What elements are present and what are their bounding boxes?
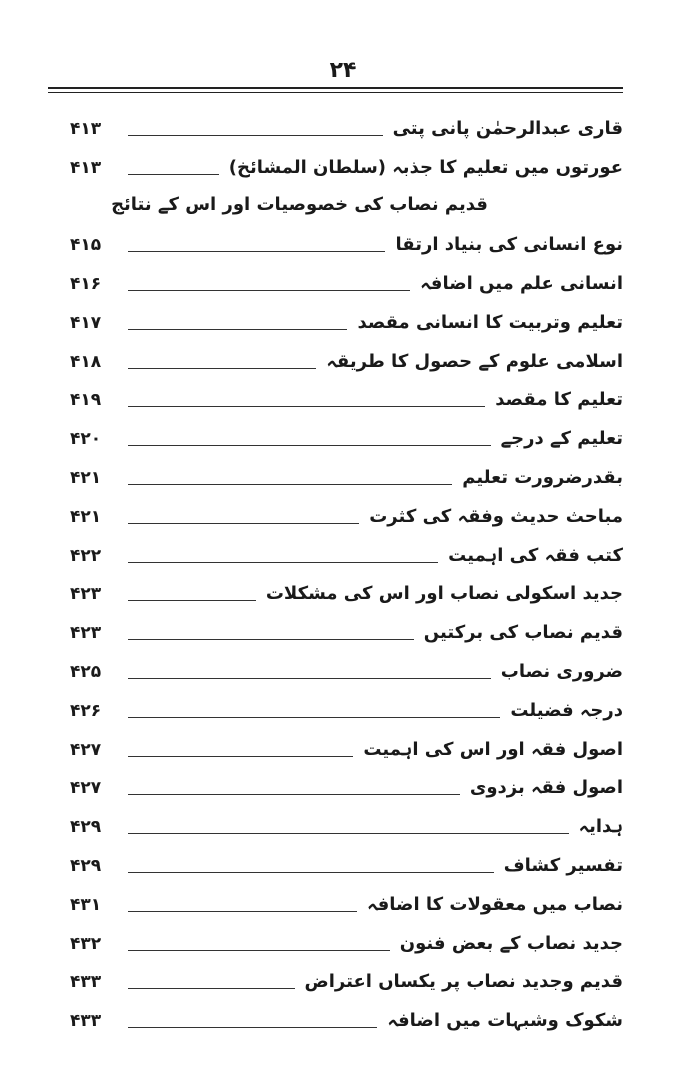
dot-leader [128,444,491,446]
toc-entry [52,729,627,768]
toc-entry [52,302,627,341]
toc-entry [52,923,627,962]
toc-entry [52,962,627,1001]
dot-leader [128,755,353,757]
dot-leader [128,638,414,640]
dot-leader [128,716,500,718]
toc-title: درجہ فضیلت [510,699,623,721]
toc-page-number: ۴۲۷ [70,739,102,760]
toc-page-number: ۴۲۳ [70,623,102,644]
toc-title: شکوک وشبہات میں اضافہ [387,1010,623,1032]
toc-title: قدیم وجدید نصاب پر یکساں اعتراض [304,971,623,993]
toc-title: اصول فقہ بزدوی [469,777,623,799]
toc-title: جدید اسکولی نصاب اور اس کی مشکلات [265,583,623,605]
page-number: ۲۴ [329,58,357,83]
toc-entry [52,768,627,807]
toc-title: بقدرضرورت تعلیم [462,466,623,488]
dot-leader [128,1026,377,1028]
dot-leader [128,599,256,601]
toc-title: تعلیم کے درجے [500,428,623,450]
toc-entry [52,418,627,457]
toc-entry [52,108,627,147]
toc-entry [52,147,627,186]
dot-leader [128,949,390,951]
toc-entry [52,380,627,419]
dot-leader [128,987,295,989]
toc-entry [52,806,627,845]
toc-entry [52,224,627,263]
toc-page-number: ۴۳۳ [70,1011,102,1032]
toc-title: تعلیم وتربیت کا انسانی مقصد [357,311,623,333]
toc-title: جدید نصاب کے بعض فنون [399,932,623,954]
dot-leader [128,871,494,873]
toc-page-number: ۴۱۷ [70,312,102,333]
toc-entry [52,263,627,302]
dot-leader [128,561,438,563]
toc-entry [52,612,627,651]
toc-page-number: ۴۲۲ [70,545,102,566]
toc-title: نصاب میں معقولات کا اضافہ [366,893,623,915]
toc-page-number: ۴۱۳ [70,118,102,139]
header-rule-bottom [48,92,623,93]
table-of-contents [52,108,627,1039]
toc-title: عورتوں میں تعلیم کا جذبہ (سلطان المشائخ) [228,156,623,178]
toc-title: کتب فقہ کی اہمیت [448,544,623,566]
toc-title: نوع انسانی کی بنیاد ارتقا [395,234,623,256]
dot-leader [128,173,219,175]
dot-leader [128,367,316,369]
toc-page-number: ۴۱۵ [70,235,102,256]
toc-title: اسلامی علوم کے حصول کا طریقہ [326,350,623,372]
toc-title: اصول فقہ اور اس کی اہمیت [363,738,623,760]
toc-entry [52,496,627,535]
toc-page-number: ۴۲۳ [70,584,102,605]
toc-title: ضروری نصاب [500,660,623,682]
toc-entry [52,884,627,923]
toc-page-number: ۴۱۶ [70,273,102,294]
dot-leader [128,910,357,912]
toc-entry [52,574,627,613]
toc-page-number: ۴۱۹ [70,390,102,411]
toc-page-number: ۴۲۵ [70,661,102,682]
toc-entry [52,690,627,729]
toc-page-number: ۴۲۰ [70,429,102,450]
toc-title: تعلیم کا مقصد [495,389,623,411]
toc-page-number: ۴۲۱ [70,506,102,527]
toc-entry [52,341,627,380]
toc-entry [52,457,627,496]
toc-page-number: ۴۳۲ [70,933,102,954]
toc-title: قاری عبدالرحمٰن پانی پتی [392,117,623,139]
toc-page-number: ۴۲۱ [70,467,102,488]
toc-page-number: ۴۳۳ [70,972,102,993]
dot-leader [128,134,383,136]
toc-entry [52,1000,627,1039]
toc-entry [52,535,627,574]
dot-leader [128,328,347,330]
toc-title: انسانی علم میں اضافہ [420,272,623,294]
dot-leader [128,677,491,679]
dot-leader [128,832,569,834]
dot-leader [128,483,452,485]
dot-leader [128,522,359,524]
toc-title: ہدایہ [578,816,623,838]
toc-title: قدیم نصاب کی برکتیں [423,622,623,644]
toc-page-number: ۴۳۱ [70,894,102,915]
toc-page-number: ۴۲۹ [70,817,102,838]
section-heading: قدیم نصاب کی خصوصیات اور اس کے نتائج [111,193,488,215]
dot-leader [128,793,460,795]
header-rule-top [48,87,623,89]
dot-leader [128,405,485,407]
toc-page-number: ۴۲۷ [70,778,102,799]
toc-page-number: ۴۲۹ [70,855,102,876]
dot-leader [128,289,410,291]
dot-leader [128,250,385,252]
toc-title: تفسیر کشاف [503,854,623,876]
toc-page-number: ۴۱۸ [70,351,102,372]
toc-entry [52,845,627,884]
toc-page-number: ۴۲۶ [70,700,102,721]
toc-entry [52,651,627,690]
toc-title: مباحث حدیث وفقہ کی کثرت [369,505,623,527]
toc-page-number: ۴۱۳ [70,157,102,178]
